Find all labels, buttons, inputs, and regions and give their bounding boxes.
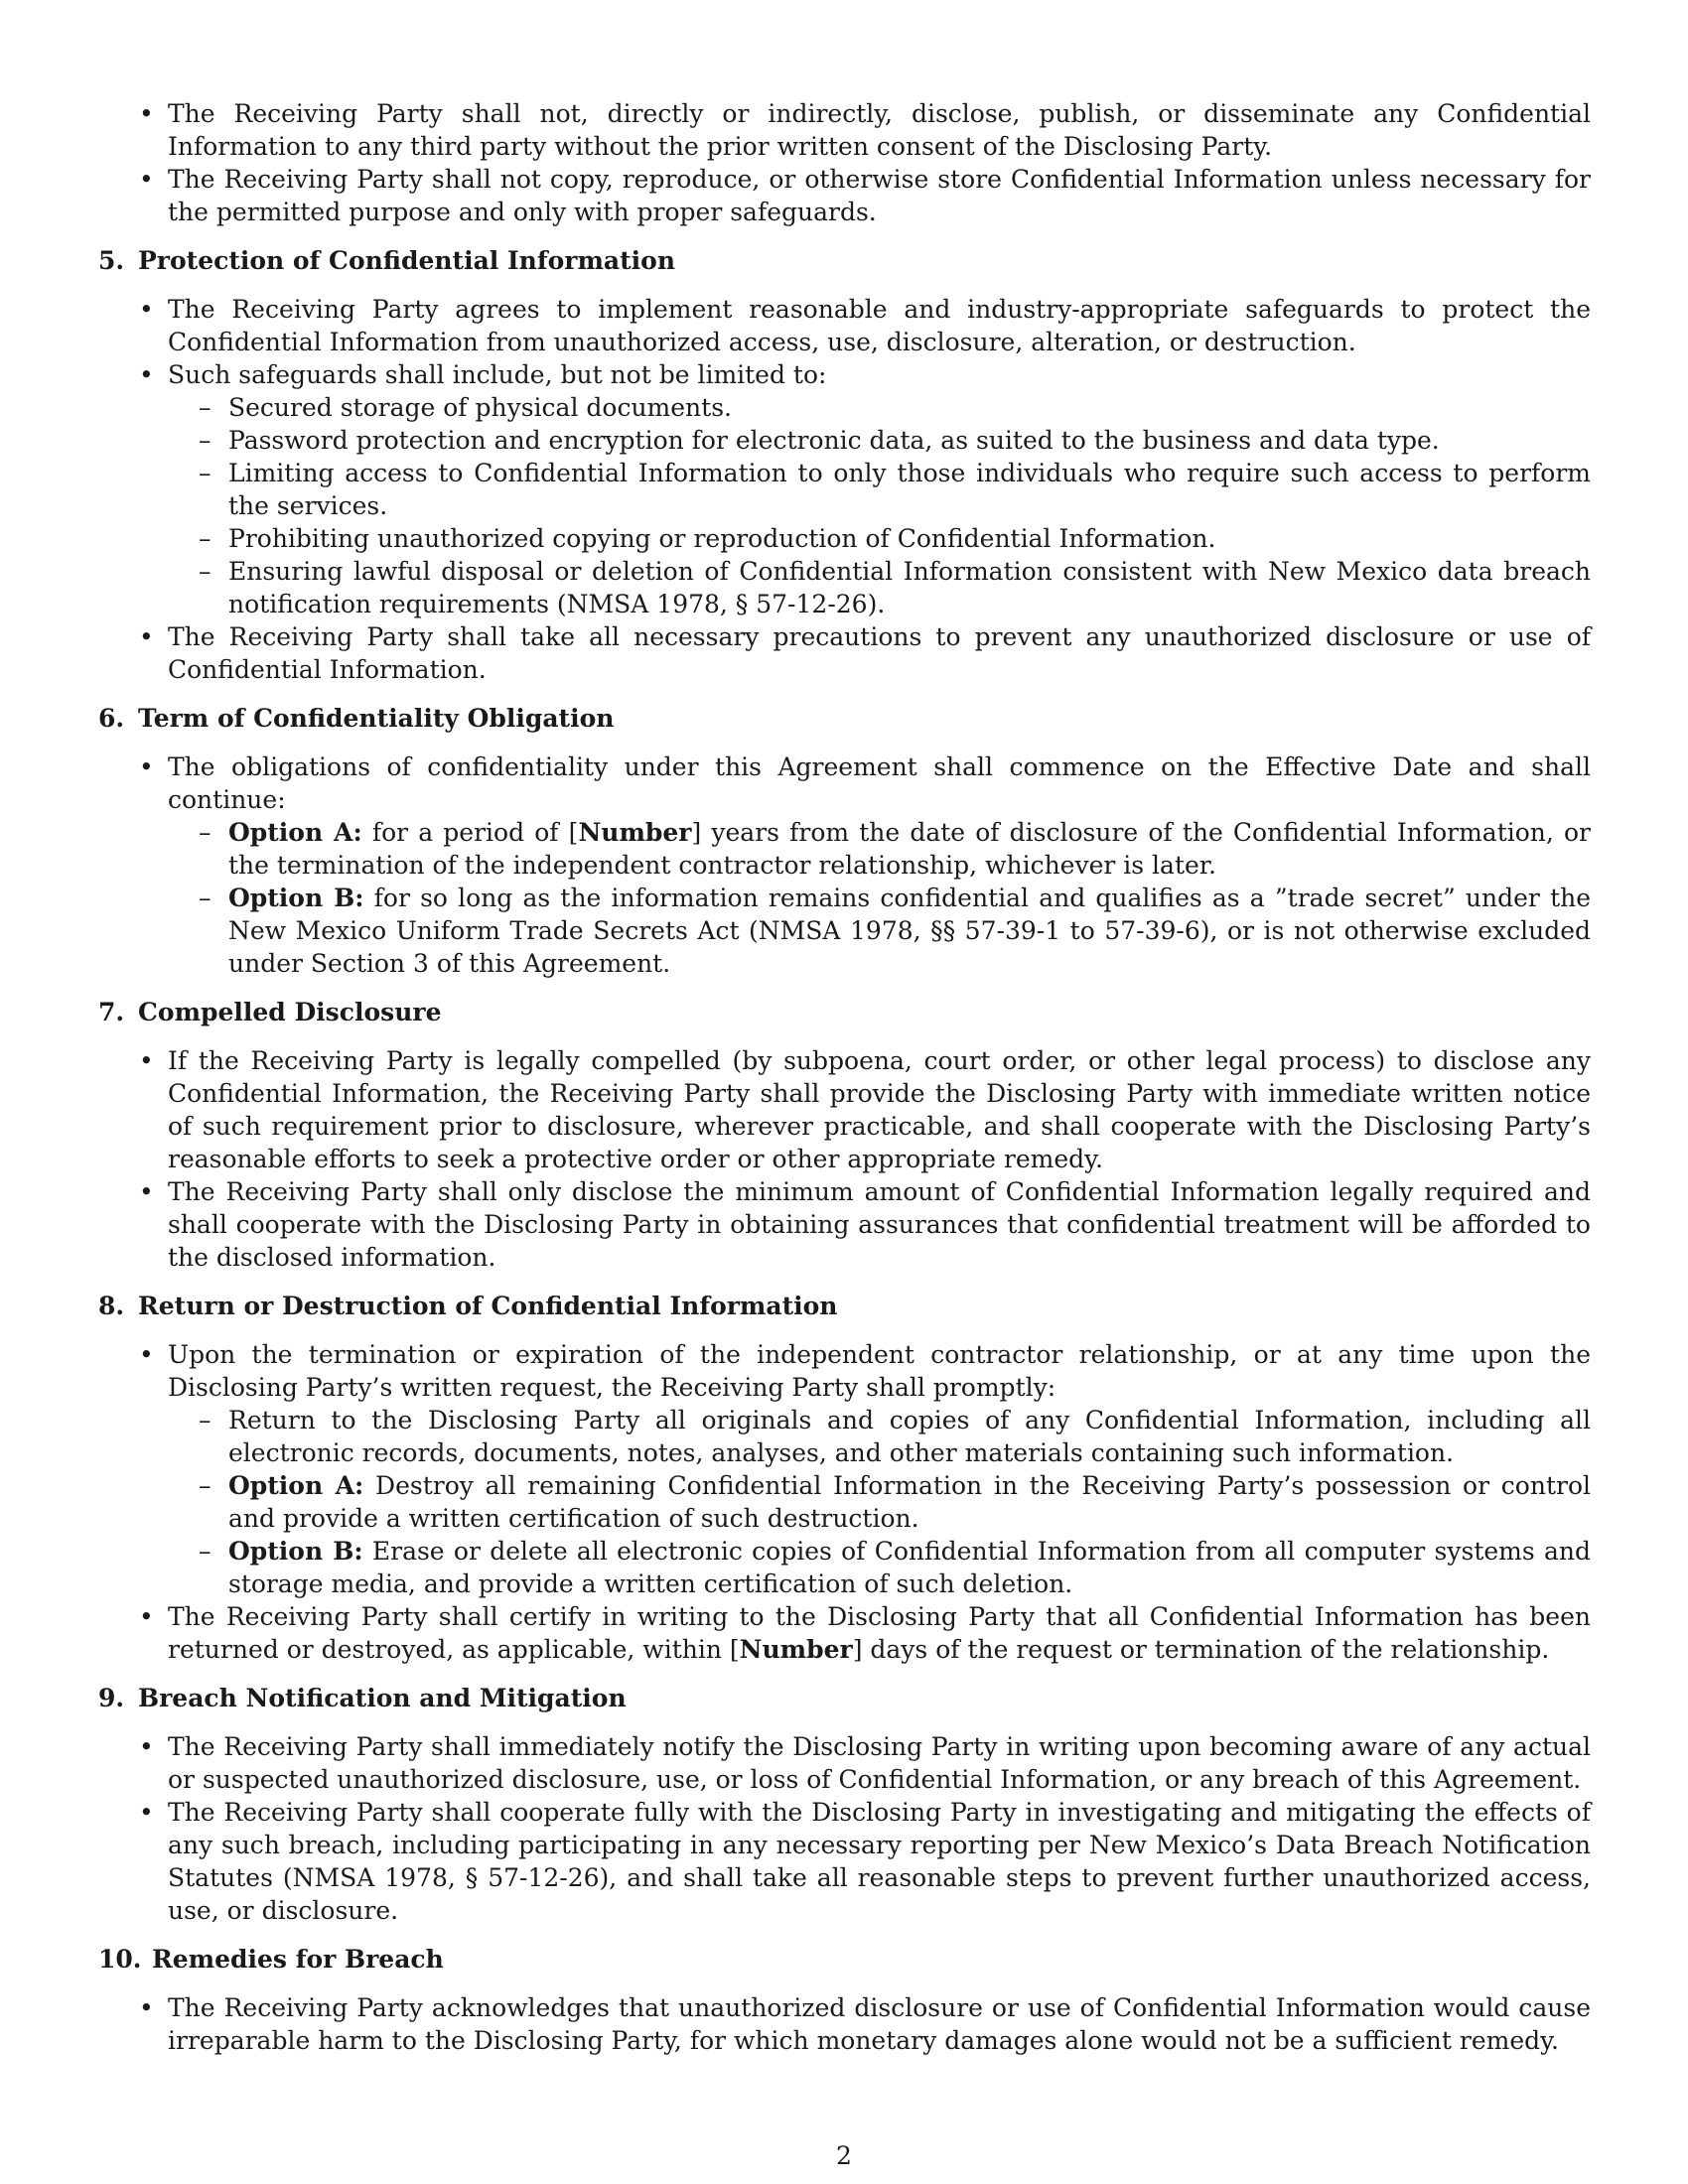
list-item: • The Receiving Party shall not copy, reproduce, or otherwise store Confidential Information unless necessary for the permitted purpose and only with proper safeguards. [168,163,1591,228]
section-number: 8. [98,1292,125,1320]
section-title: Remedies for Breach [152,1945,444,1974]
sub-list-item-option-b [228,1535,1591,1600]
list-item-text: The obligations of confidentiality under this Agreement shall commence on the Effective Date and shall continue: [168,752,1591,814]
term-options-sublist [168,816,1591,980]
safeguards-sublist [168,391,1591,620]
list-item-text: Such safeguards shall include, but not be limited to: [168,360,827,389]
section-8-list [98,1338,1591,1666]
sub-list-item: – Prohibiting unauthorized copying or reproduction of Confidential Information. [228,522,1591,555]
option-label: Option A: [228,818,362,847]
option-text: for a period of [ [361,818,579,847]
section-number: 5. [98,246,125,275]
section-title: Compelled Disclosure [138,998,442,1026]
list-item: • The Receiving Party shall not, directly or indirectly, disclose, publish, or disseminate any Confidential Information to any third party without the prior written consent of the Disclosing Party. [168,97,1591,163]
list-item-text: The Receiving Party shall certify in writing to the Disclosing Party that all Confidential Information has been returned or destroyed, as applicable, within [ [168,1602,1591,1664]
list-item: • The Receiving Party shall immediately notify the Disclosing Party in writing upon becoming aware of any actual or suspected unauthorized disclosure, use, or loss of Confidential Information, or any breach of this Agreement. [168,1730,1591,1796]
sub-list-item: – Secured storage of physical documents. [228,391,1591,424]
section-heading-6 [98,702,1591,735]
sub-list-item: – Password protection and encryption for electronic data, as suited to the business and data type. [228,424,1591,457]
return-destruction-sublist [168,1404,1591,1600]
option-label: Option B: [228,884,364,912]
section-title: Breach Notification and Mitigation [138,1684,627,1712]
continued-bullet-list [98,97,1591,228]
sub-list-item-option-b [228,882,1591,980]
list-item [168,751,1591,980]
section-title: Term of Confidentiality Obligation [138,704,615,733]
number-placeholder: Number [739,1635,853,1664]
list-item: • The Receiving Party shall take all necessary precautions to prevent any unauthorized disclosure or use of Confidential Information. [168,620,1591,686]
option-text: Erase or delete all electronic copies of Confidential Information from all computer systems and storage media, and provide a written certification of such deletion. [228,1537,1592,1598]
list-item: • The Receiving Party shall only disclose the minimum amount of Confidential Information legally required and shall cooperate with the Disclosing Party in obtaining assurances that confidential treatment will be afforded to the disclosed information. [168,1175,1591,1274]
section-title: Return or Destruction of Confidential Information [138,1292,838,1320]
section-heading-7 [98,996,1591,1028]
list-item-text: ] days of the request or termination of the relationship. [852,1635,1550,1664]
section-5-list [98,293,1591,686]
list-item [168,358,1591,620]
list-item [168,1600,1591,1666]
section-title: Protection of Confidential Information [138,246,676,275]
option-text: for so long as the information remains confidential and qualifies as a ”trade secret” under the New Mexico Uniform Trade Secrets Act (NMSA 1978, §§ 57-39-1 to 57-39-6), or is not otherwise excluded under Section 3 of this Agreement. [228,884,1592,978]
page-number: 2 [836,2141,852,2170]
section-heading-8 [98,1290,1591,1322]
sub-list-item: – Ensuring lawful disposal or deletion of Confidential Information consistent with New Mexico data breach notification requirements (NMSA 1978, § 57-12-26). [228,555,1591,620]
option-text: ] years from the date of disclosure of the Confidential Information, or the termination of the independent contractor relationship, whichever is later. [228,818,1591,880]
sub-list-item-option-a [228,1469,1591,1535]
option-text: Destroy all remaining Confidential Information in the Receiving Party’s possession or control and provide a written certification of such destruction. [228,1471,1591,1533]
section-number: 10. [98,1945,142,1974]
section-heading-10 [98,1943,1591,1976]
sub-list-item: – Limiting access to Confidential Information to only those individuals who require such access to perform the services. [228,457,1591,522]
list-item-text: Upon the termination or expiration of the independent contractor relationship, or at any time upon the Disclosing Party’s written request, the Receiving Party shall promptly: [168,1340,1591,1402]
section-number: 6. [98,704,125,733]
option-label: Option A: [228,1471,364,1500]
sub-list-item-option-a [228,816,1591,882]
section-7-list [98,1044,1591,1274]
section-heading-9 [98,1682,1591,1714]
list-item: • The Receiving Party shall cooperate fully with the Disclosing Party in investigating and mitigating the effects of any such breach, including participating in any necessary reporting per New Mexico’s Data Breach Notification Statutes (NMSA 1978, § 57-12-26), and shall take all reasonable steps to prevent further unauthorized access, use, or disclosure. [168,1796,1591,1927]
number-placeholder: Number [578,818,692,847]
list-item: • The Receiving Party agrees to implement reasonable and industry-appropriate safeguards to protect the Confidential Information from unauthorized access, use, disclosure, alteration, or destruction. [168,293,1591,358]
list-item: • If the Receiving Party is legally compelled (by subpoena, court order, or other legal process) to disclose any Confidential Information, the Receiving Party shall provide the Disclosing Party with immediate written notice of such requirement prior to disclosure, wherever practicable, and shall cooperate with the Disclosing Party’s reasonable efforts to seek a protective order or other appropriate remedy. [168,1044,1591,1175]
list-item [168,1338,1591,1600]
section-heading-5 [98,244,1591,277]
section-10-list [98,1991,1591,2057]
sub-list-item: – Return to the Disclosing Party all originals and copies of any Confidential Information, including all electronic records, documents, notes, analyses, and other materials containing such information. [228,1404,1591,1469]
section-6-list [98,751,1591,980]
option-label: Option B: [228,1537,363,1566]
section-number: 9. [98,1684,125,1712]
section-9-list [98,1730,1591,1927]
document-page [98,97,1591,2057]
list-item: • The Receiving Party acknowledges that unauthorized disclosure or use of Confidential Information would cause irreparable harm to the Disclosing Party, for which monetary damages alone would not be a sufficient remedy. [168,1991,1591,2057]
section-number: 7. [98,998,125,1026]
